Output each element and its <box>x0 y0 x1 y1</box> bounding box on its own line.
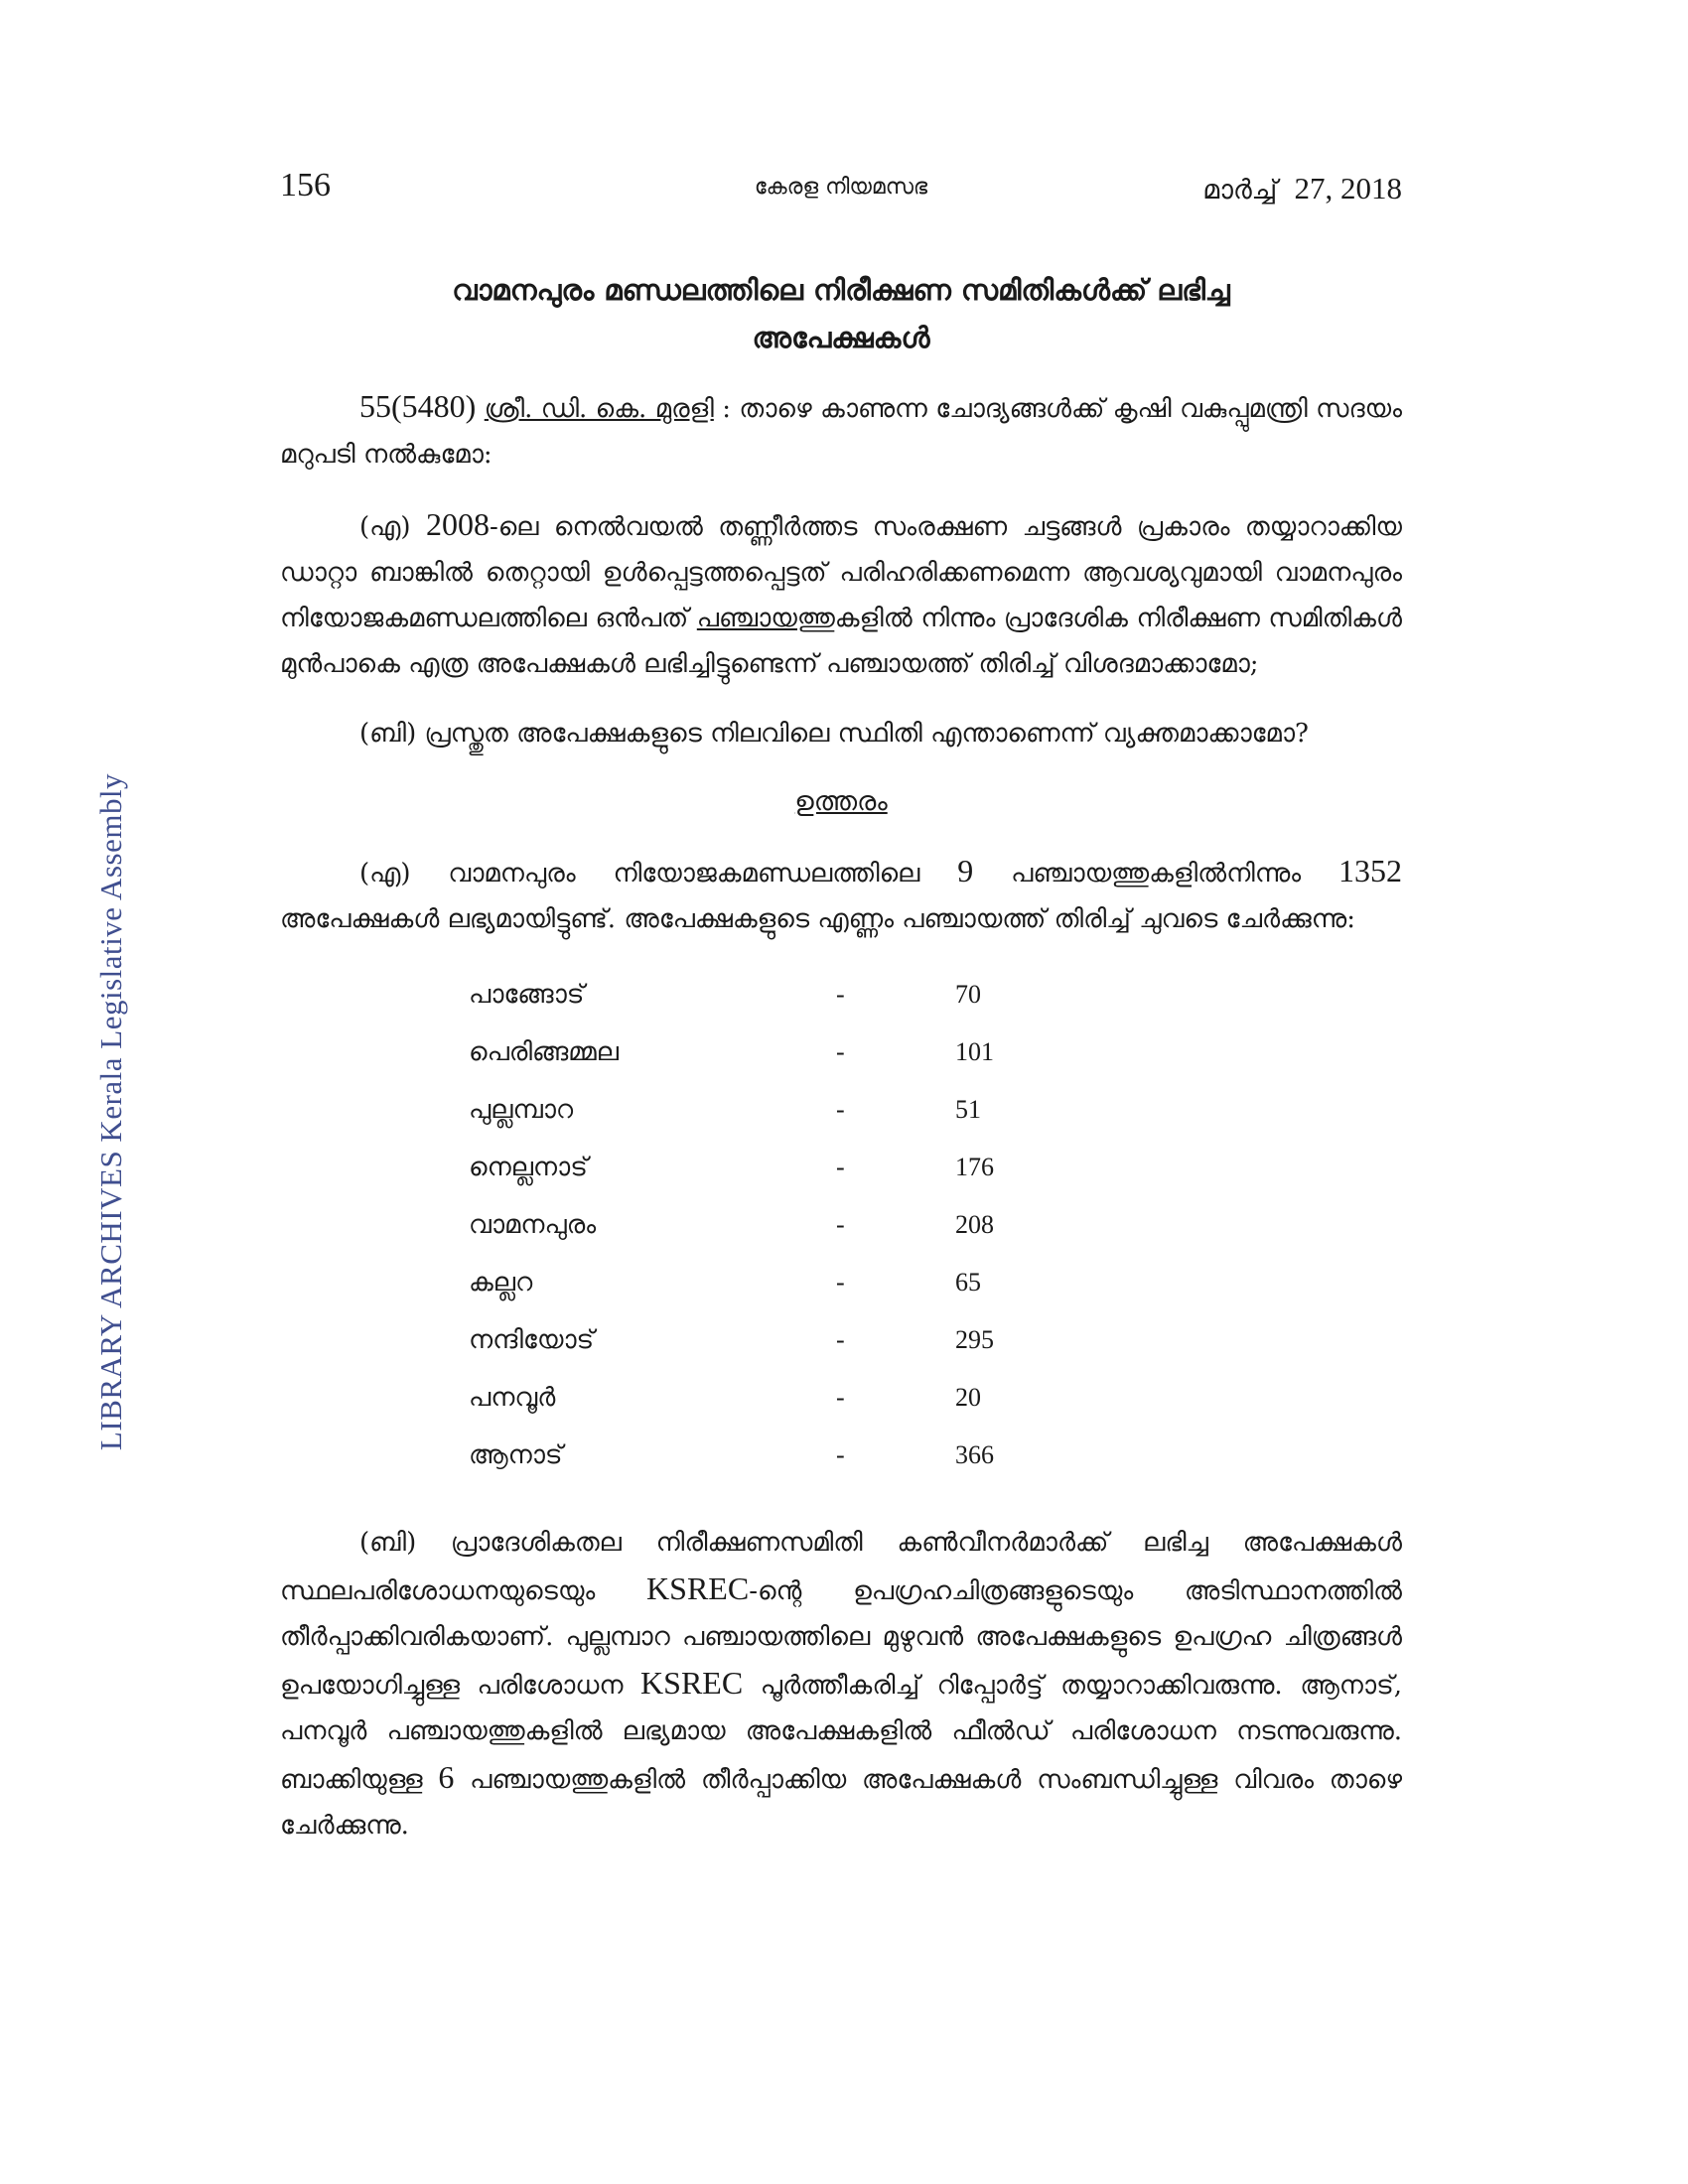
panchayat-name: നെല്ലനാട് <box>469 1152 588 1182</box>
question-a-label: (എ) <box>359 512 411 542</box>
answer-b-text-3: പൂർത്തീകരിച്ച് റിപ്പോർട്ട് തയ്യാറാക്കിവരുന്നു. ആനാട്, പനവൂർ പഞ്ചായ <box>280 1671 1402 1746</box>
question-title-line-2: അപേക്ഷകൾ <box>752 321 930 354</box>
panchayat-name: പുല്ലമ്പാറ <box>469 1094 574 1125</box>
panchayat-row <box>469 1024 994 1081</box>
panchayat-count-rows <box>469 966 994 1484</box>
panchayat-name: വാമനപുരം <box>469 1209 597 1240</box>
answer-part-b <box>280 1520 1402 1848</box>
panchayat-dash: - <box>836 1037 845 1066</box>
panchayat-row <box>469 1254 994 1311</box>
panchayat-name: നന്ദിയോട് <box>469 1324 595 1355</box>
panchayat-count: 65 <box>955 1268 981 1297</box>
header-date-day-year: 27, 2018 <box>1294 171 1402 205</box>
answer-b-text-2: -ന്റെ ഉപഗ്രഹചിത്രങ്ങളുടെയും അടിസ്ഥാനത്തിൽ തീർപ്പാക്കിവരികയാണ്. പുല്ലമ്പാറ പഞ്ചായത്തിലെ മുഴുവൻ അപേക്ഷകളുടെ ഉപഗ്രഹ ചിത്രങ്ങൾ ഉപയോഗിച്ചുള്ള പരിശോധന <box>280 1576 1402 1701</box>
question-a-text-1: -ലെ നെൽവയൽ തണ്ണീർത്തട സംരക്ഷണ ചട്ടങ്ങൾ പ്രകാരം തയ്യാറാക്കിയ ഡാറ്റാ ബാങ്കിൽ തെറ്റായി ഉൾപ്പെട്ടത്തപ്പെട്ടത് പരിഹരിക്കണമെന്ന ആവശ്യവുമായി വാമനപുരം നിയോജകമണ്ഡലത്തിലെ ഒൻപത് <box>280 512 1402 633</box>
panchayat-count: 366 <box>955 1440 994 1469</box>
question-part-a <box>280 501 1402 687</box>
archive-watermark: LIBRARY ARCHIVES Kerala Legislative Assembly <box>93 772 128 1451</box>
answer-a-text-4: അപേക്ഷകൾ ലഭ്യമായിട്ടുണ്ട്. അപേക്ഷകളുടെ എണ്ണം പഞ്ചായത്ത് തിരിച്ച് ചുവടെ ചേർക്കുന്നു: <box>280 904 1355 934</box>
panchayat-count-table <box>469 966 994 1484</box>
panchayat-dash: - <box>836 1210 845 1239</box>
answer-b-text-4: കളിൽ ലഭ്യമായ അപേക്ഷകളിൽ ഫീൽഡ് പരിശോധന നടന്നുവരുന്നു. ബാക്കിയുള്ള <box>280 1716 1402 1795</box>
panchayat-row <box>469 1196 994 1254</box>
header-title: കേരള നിയമസഭ <box>754 175 928 200</box>
answer-b-underlined-1: ത്തു <box>487 1716 525 1746</box>
header-date <box>1202 171 1402 206</box>
panchayat-count: 176 <box>955 1153 994 1181</box>
question-a-text-2: കളിൽ നിന്നും പ്രാദേശിക നിരീക്ഷണ സമിതികൾ മുൻപാകെ എത്ര അപേക്ഷകൾ ലഭിച്ചിട്ടുണ്ടെന്ന് പഞ്ചായത്ത് തിരിച്ച് വിശദമാക്കാമോ; <box>280 604 1402 679</box>
panchayat-row <box>469 1311 994 1369</box>
answer-a-label: (എ) <box>359 859 411 888</box>
panchayat-count: 101 <box>955 1037 994 1066</box>
answer-a-text-1: വാമനപുരം നിയോജകമണ്ഡലത്തിലെ <box>410 859 958 888</box>
panchayat-row <box>469 1139 994 1196</box>
answer-part-a <box>280 848 1402 942</box>
answer-b-ksrec-2: KSREC <box>640 1665 744 1701</box>
panchayat-count: 51 <box>955 1095 981 1124</box>
answer-b-count-6: 6 <box>438 1759 455 1795</box>
panchayat-dash: - <box>836 1268 845 1297</box>
panchayat-name: പാങ്ങോട് <box>469 979 585 1010</box>
document-body <box>280 266 1402 1872</box>
panchayat-row <box>469 966 994 1024</box>
question-part-b <box>280 711 1402 756</box>
panchayat-dash: - <box>836 1095 845 1124</box>
answer-heading: ഉത്തരം <box>794 786 888 817</box>
panchayat-name: ആനാട് <box>469 1439 563 1470</box>
panchayat-count: 20 <box>955 1383 981 1412</box>
answer-b-underlined-2: ത്തു <box>570 1765 609 1795</box>
answer-a-text-2: പഞ്ചായ <box>973 859 1112 888</box>
panchayat-count: 208 <box>955 1210 994 1239</box>
answer-a-total: 1352 <box>1338 853 1402 888</box>
panchayat-row <box>469 1081 994 1139</box>
panchayat-dash: - <box>836 1383 845 1412</box>
member-name: ശ്രീ. ഡി. കെ. മുരളി <box>484 394 714 424</box>
question-title-line-1: വാമനപുരം മണ്ഡലത്തിലെ നിരീക്ഷണ സമിതികൾക്ക് ലഭിച്ച <box>452 273 1230 307</box>
question-b-text: പ്രസ്തുത അപേക്ഷകളുടെ നിലവിലെ സ്ഥിതി എന്താണെന്ന് വ്യക്തമാക്കാമോ? <box>416 719 1309 749</box>
panchayat-count: 295 <box>955 1325 994 1354</box>
question-a-underlined: പഞ്ചായത്തു <box>696 604 835 633</box>
answer-b-label: (ബി) <box>359 1528 417 1558</box>
answer-a-underlined: ത്തു <box>1111 859 1150 888</box>
panchayat-dash: - <box>836 1153 845 1181</box>
panchayat-row <box>469 1427 994 1484</box>
answer-b-text-1: പ്രാദേശികതല നിരീക്ഷണസമിതി കൺവീനർമാർക്ക് ലഭിച്ച അപേക്ഷകൾ സ്ഥലപരിശോധനയുടെയും <box>280 1528 1402 1606</box>
panchayat-name: പെരിങ്ങമ്മല <box>469 1036 619 1067</box>
question-intro-text: : താഴെ കാണുന്ന ചോദ്യങ്ങൾക്ക് കൃഷി വകുപ്പുമന്ത്രി സദയം മറുപടി നൽകുമോ: <box>280 394 1402 470</box>
panchayat-dash: - <box>836 1325 845 1354</box>
panchayat-count: 70 <box>955 980 981 1009</box>
panchayat-dash: - <box>836 1440 845 1469</box>
answer-a-text-3: കളിൽനിന്നും <box>1149 859 1338 888</box>
question-number: 55(5480) <box>359 388 477 424</box>
answer-b-ksrec-1: KSREC <box>646 1570 750 1606</box>
answer-b-text-5: പഞ്ചായ <box>454 1765 571 1795</box>
panchayat-dash: - <box>836 980 845 1009</box>
question-intro <box>280 383 1402 478</box>
answer-b-text-6: കളിൽ തീർപ്പാക്കിയ അപേക്ഷകൾ സംബന്ധിച്ചുള്ള വിവരം താഴെ ചേർക്കുന്നു. <box>280 1765 1402 1841</box>
question-a-year: 2008 <box>425 506 490 542</box>
page-header <box>280 167 1402 210</box>
panchayat-name: പനവൂർ <box>469 1382 556 1413</box>
panchayat-row <box>469 1369 994 1427</box>
answer-a-count: 9 <box>957 853 974 888</box>
question-b-label: (ബി) <box>359 719 417 749</box>
page-number: 156 <box>280 167 331 204</box>
question-title <box>280 266 1402 361</box>
header-date-month: മാർച്ച് <box>1202 175 1278 205</box>
panchayat-name: കല്ലറ <box>469 1267 533 1297</box>
